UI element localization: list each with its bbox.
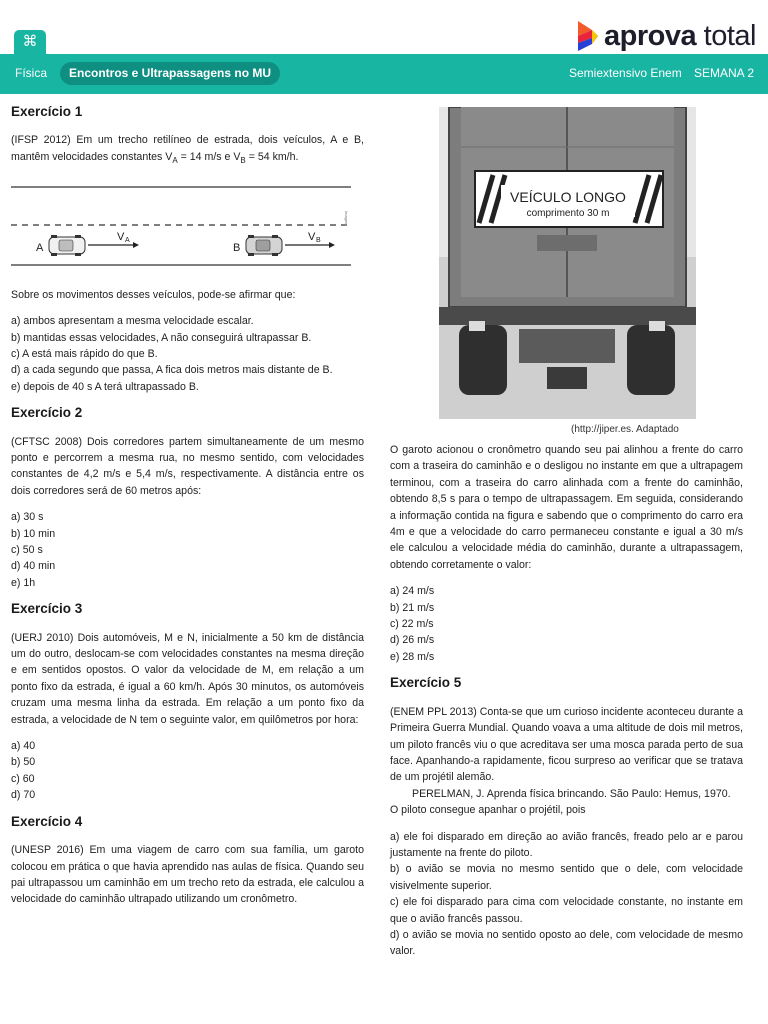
truck-photo-block: [390, 100, 743, 442]
car-a-label: A: [36, 242, 44, 255]
sign-line-2: comprimento 30 m: [526, 208, 610, 219]
option-b[interactable]: b) mantidas essas velocidades, A não conseguirá ultrapassar B.: [11, 331, 312, 344]
right-column: [390, 100, 743, 970]
svg-text:V: V: [308, 231, 316, 244]
exercise-3-title: Exercício 3: [11, 601, 83, 617]
road-figure: [11, 185, 351, 267]
exercise-4-title: Exercício 4: [11, 813, 83, 829]
topic-pill[interactable]: Encontros e Ultrapassagens no MU: [60, 62, 280, 85]
option-c[interactable]: c) 60: [11, 772, 35, 785]
exercise-5-statement: (ENEM PPL 2013) Conta-se que um curioso incidente aconteceu durante a Primeira Guerra Mundial. Quando voava a uma altitude de dois mil metros, um piloto francês viu o que acreditava ser uma mosca parada perto de sua face. Apanhando-a rapidamente, ficou surpreso ao verificar que se tratava de um projétil alemão.: [390, 705, 743, 784]
svg-text:V: V: [117, 231, 125, 244]
exercise-2-options: [11, 509, 364, 591]
option-a[interactable]: a) 40: [11, 740, 36, 753]
option-b[interactable]: b) o avião se movia no mesmo sentido que o dele, com velocidade visivelmente superior.: [390, 863, 743, 892]
exercise-3-options: [11, 738, 364, 804]
course-bar: [0, 54, 768, 94]
option-a[interactable]: a) 24 m/s: [390, 585, 435, 598]
exercise-5-options: [390, 829, 743, 960]
exercise-2-title: Exercício 2: [11, 405, 83, 421]
option-a[interactable]: a) 30 s: [11, 511, 44, 524]
exercise-2-statement: (CFTSC 2008) Dois corredores partem simultaneamente de um mesmo ponto e percorrem a mesma rua, no mesmo sentido, com velocidades constantes de 4,2 m/s e 5,4 m/s, respectivamente. A distância entre os dois corredores será de 60 metros após:: [11, 435, 364, 497]
option-b[interactable]: b) 21 m/s: [390, 601, 435, 614]
scissors-icon[interactable]: ⌘: [14, 30, 46, 56]
course-label: Semiextensivo Enem: [569, 66, 682, 80]
option-d[interactable]: d) o avião se movia no sentido oposto ao dele, com velocidade de mesmo valor.: [390, 928, 743, 958]
subject-label[interactable]: Física: [15, 66, 48, 80]
option-d[interactable]: d) a cada segundo que passa, A fica dois metros mais distante de B.: [11, 364, 333, 377]
option-e[interactable]: e) depois de 40 s A terá ultrapassado B.: [11, 380, 199, 393]
svg-text:B: B: [316, 237, 321, 245]
exercise-1-title: Exercício 1: [11, 104, 83, 119]
option-d[interactable]: d) 26 m/s: [390, 634, 435, 647]
exercise-5-source: PERELMAN, J. Aprenda física brincando. São Paulo: Hemus, 1970.: [412, 787, 731, 800]
sign-line-1: VEÍCULO LONGO: [510, 189, 626, 205]
option-c[interactable]: c) 50 s: [11, 544, 43, 557]
exercise-5-title: Exercício 5: [390, 675, 462, 691]
exercise-4-options: [390, 583, 743, 665]
option-d[interactable]: d) 40 min: [11, 560, 56, 573]
brand-name: aprova total: [604, 19, 756, 52]
car-b-label: B: [233, 242, 241, 255]
exercise-1-statement: (IFSP 2012) Em um trecho retilíneo de estrada, dois veículos, A e B, mantêm velocidades constantes $V_A = 14$ m/s e $V_B = 54$ km/h.: [11, 134, 364, 165]
exercise-1-question: Sobre os movimentos desses veículos, pode-se afirmar que:: [11, 288, 296, 301]
svg-text:A: A: [125, 237, 130, 245]
svg-text:Imagem: Imagem: [344, 211, 349, 226]
week-label: SEMANA 2: [693, 66, 754, 80]
option-b[interactable]: b) 50: [11, 756, 36, 769]
option-c[interactable]: c) 22 m/s: [390, 618, 434, 631]
photo-credit: (http://jiper.es. Adaptado: [571, 424, 679, 435]
option-e[interactable]: e) 1h: [11, 576, 36, 589]
exercise-4-statement: (UNESP 2016) Em uma viagem de carro com sua família, um garoto colocou em prática o que havia aprendido nas aulas de física. Quando seu pai ultrapassou um caminhão em um trecho reto da estrada, ele calculou a velocidade do caminhão ultrapado utilizando um cronômetro.: [11, 844, 364, 906]
exercise-3-statement: (UERJ 2010) Dois automóveis, M e N, inicialmente a 50 km de distância um do outro, deslocam-se com velocidades constantes na mesma direção e em sentidos opostos. O valor da velocidade de M, em relação a um ponto fixo da estrada, é igual a 60 km/h. Após 30 minutos, os automóveis cruzam uma mesma linha da estrada. Em relação a um ponto fixo da estrada, a velocidade de N tem o seguinte valor, em quilômetros por hora:: [11, 631, 364, 726]
exercise-5-question: O piloto consegue apanhar o projétil, pois: [390, 804, 586, 817]
brand-logo: [578, 18, 756, 54]
truck-photo: [439, 107, 696, 419]
option-c[interactable]: c) ele foi disparado para cima com velocidade constante, no instante em que o avião francês passou.: [390, 896, 743, 925]
exercise-1-options: [11, 313, 364, 395]
option-d[interactable]: d) 70: [11, 789, 36, 802]
option-b[interactable]: b) 10 min: [11, 527, 56, 540]
exercise-4-statement-2: O garoto acionou o cronômetro quando seu pai alinhou a frente do carro com a traseira do caminhão e o desligou no instante em que a ultrapagem terminou, com a traseira do carro alinhada com a frente do caminhão, obtendo 8,5 s para o tempo de ultrapassagem. Em seguida, considerando a informação contida na figura e sabendo que o comprimento do carro era 4m e que a velocidade do carro permaneceu constante e igual a 30 m/s ele calculou a velocidade média do caminhão, durante a ultrapassagem, obtendo corretamente o valor:: [390, 444, 743, 571]
option-c[interactable]: c) A está mais rápido do que B.: [11, 347, 158, 360]
option-e[interactable]: e) 28 m/s: [390, 650, 435, 663]
option-a[interactable]: a) ambos apresentam a mesma velocidade escalar.: [11, 315, 254, 328]
left-column: [11, 100, 364, 918]
option-a[interactable]: a) ele foi disparado em direção ao avião francês, freado pelo ar e parou justamente na frente do piloto.: [390, 830, 743, 859]
brand-mark-icon: [578, 21, 598, 51]
car-a-icon: [49, 235, 85, 256]
car-b-icon: [246, 235, 282, 256]
